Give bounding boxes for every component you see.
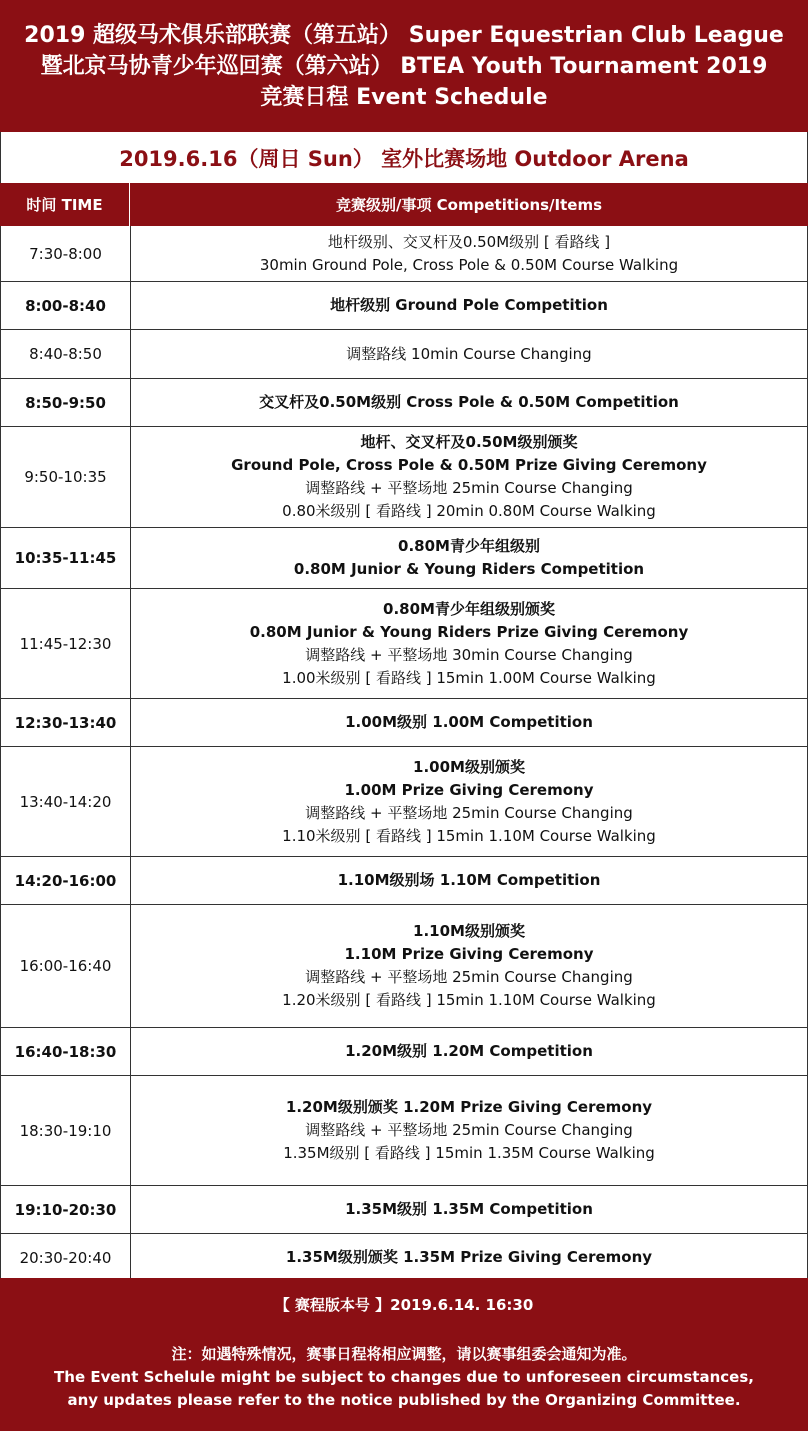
item-line: 1.10米级别 [ 看路线 ] 15min 1.10M Course Walking	[282, 826, 656, 845]
schedule-table-body	[0, 226, 808, 1282]
item-line: 交叉杆及0.50M级别 Cross Pole & 0.50M Competition	[259, 393, 679, 411]
item-line: 地杆、交叉杆及0.50M级别颁奖	[360, 433, 578, 451]
item-line: 1.20M级别颁奖 1.20M Prize Giving Ceremony	[285, 1098, 653, 1116]
item-line: 1.00M级别 1.00M Competition	[345, 713, 593, 731]
items-cell	[131, 226, 807, 281]
item-line: 0.80米级别 [ 看路线 ] 20min 0.80M Course Walking	[282, 502, 656, 520]
items-cell	[131, 379, 807, 426]
table-row	[1, 282, 807, 330]
time-cell: 8:00-8:40	[1, 282, 131, 329]
item-line: 1.10M级别场 1.10M Competition	[337, 871, 601, 889]
note-english-line-1: The Event Schelule might be subject to changes due to unforeseen circumstances,	[54, 1368, 754, 1386]
item-line: 1.10M级别颁奖	[413, 922, 525, 940]
item-line: 地杆级别 Ground Pole Competition	[330, 296, 608, 314]
items-cell	[131, 282, 807, 329]
date-venue-heading: 2019.6.16（周日 Sun） 室外比赛场地 Outdoor Arena	[0, 132, 808, 183]
items-cell	[131, 528, 807, 588]
time-cell: 7:30-8:00	[1, 226, 131, 281]
item-line: 1.35M级别颁奖 1.35M Prize Giving Ceremony	[285, 1248, 653, 1266]
time-cell: 19:10-20:30	[1, 1186, 131, 1233]
item-line: 0.80M Junior & Young Riders Competition	[293, 560, 645, 578]
time-cell: 12:30-13:40	[1, 699, 131, 746]
table-row	[1, 747, 807, 857]
item-line: 1.00M级别颁奖	[413, 757, 525, 776]
items-cell	[131, 857, 807, 904]
title-line-2: 暨北京马协青少年巡回赛（第六站） BTEA Youth Tournament 2019	[40, 53, 768, 79]
table-row	[1, 589, 807, 699]
table-row	[1, 528, 807, 589]
table-row	[1, 1076, 807, 1186]
time-cell: 16:40-18:30	[1, 1028, 131, 1075]
table-header	[0, 183, 808, 226]
time-cell: 20:30-20:40	[1, 1234, 131, 1281]
version-text: 【 赛程版本号 】2019.6.14. 16:30	[274, 1296, 534, 1314]
item-line: 调整路线 + 平整场地 25min Course Changing	[305, 479, 633, 497]
item-line: 地杆级别、交叉杆及0.50M级别 [ 看路线 ]	[327, 232, 611, 251]
time-cell: 18:30-19:10	[1, 1076, 131, 1185]
items-cell	[131, 905, 807, 1027]
time-cell: 11:45-12:30	[1, 589, 131, 698]
items-cell	[131, 330, 807, 378]
table-row	[1, 427, 807, 528]
footer-banner	[0, 1278, 808, 1431]
items-cell	[131, 1028, 807, 1075]
table-row	[1, 1234, 807, 1282]
item-line: 1.10M Prize Giving Ceremony	[344, 945, 594, 963]
items-cell	[131, 589, 807, 698]
item-line: 30min Ground Pole, Cross Pole & 0.50M Course Walking	[259, 255, 679, 274]
item-line: 调整路线 + 平整场地 25min Course Changing	[305, 803, 633, 822]
item-line: 调整路线 10min Course Changing	[346, 344, 592, 363]
time-cell: 16:00-16:40	[1, 905, 131, 1027]
item-line: 1.35M级别 1.35M Competition	[345, 1200, 593, 1218]
footer-note	[54, 1343, 754, 1412]
table-row	[1, 330, 807, 379]
item-line: 1.00M Prize Giving Ceremony	[344, 780, 594, 799]
item-line: 1.35M级别 [ 看路线 ] 15min 1.35M Course Walking	[283, 1144, 655, 1162]
time-cell: 14:20-16:00	[1, 857, 131, 904]
title-line-3: 竞赛日程 Event Schedule	[260, 84, 548, 110]
note-english-line-2: any updates please refer to the notice published by the Organizing Committee.	[67, 1391, 741, 1409]
column-header-time: 时间 TIME	[0, 183, 130, 226]
item-line: 0.80M青少年组级别	[398, 537, 540, 555]
table-row	[1, 1186, 807, 1234]
table-row	[1, 699, 807, 747]
time-cell: 13:40-14:20	[1, 747, 131, 856]
table-row	[1, 905, 807, 1028]
time-cell: 8:40-8:50	[1, 330, 131, 378]
header-banner	[0, 0, 808, 132]
item-line: 1.00米级别 [ 看路线 ] 15min 1.00M Course Walking	[282, 668, 656, 687]
items-cell	[131, 427, 807, 527]
items-cell	[131, 1186, 807, 1233]
item-line: 调整路线 + 平整场地 30min Course Changing	[305, 645, 633, 664]
time-cell: 10:35-11:45	[1, 528, 131, 588]
title-line-1: 2019 超级马术俱乐部联赛（第五站） Super Equestrian Club League	[24, 22, 784, 48]
item-line: 1.20M级别 1.20M Competition	[345, 1042, 593, 1060]
item-line: 调整路线 + 平整场地 25min Course Changing	[305, 1121, 633, 1139]
time-cell: 9:50-10:35	[1, 427, 131, 527]
table-row	[1, 226, 807, 282]
item-line: 0.80M青少年组级别颁奖	[383, 599, 555, 618]
column-header-items: 竞赛级别/事项 Competitions/Items	[335, 196, 603, 214]
item-line: 0.80M Junior & Young Riders Prize Giving Ceremony	[249, 622, 689, 641]
items-cell	[131, 699, 807, 746]
table-row	[1, 857, 807, 905]
items-cell	[131, 1076, 807, 1185]
item-line: 调整路线 + 平整场地 25min Course Changing	[305, 968, 633, 986]
time-cell: 8:50-9:50	[1, 379, 131, 426]
item-line: Ground Pole, Cross Pole & 0.50M Prize Giving Ceremony	[231, 456, 707, 474]
items-cell	[131, 1234, 807, 1281]
table-row	[1, 1028, 807, 1076]
table-row	[1, 379, 807, 427]
note-chinese: 注：如遇特殊情况，赛事日程将相应调整，请以赛事组委会通知为准。	[171, 1345, 637, 1363]
items-cell	[131, 747, 807, 856]
item-line: 1.20米级别 [ 看路线 ] 15min 1.10M Course Walking	[282, 991, 656, 1009]
